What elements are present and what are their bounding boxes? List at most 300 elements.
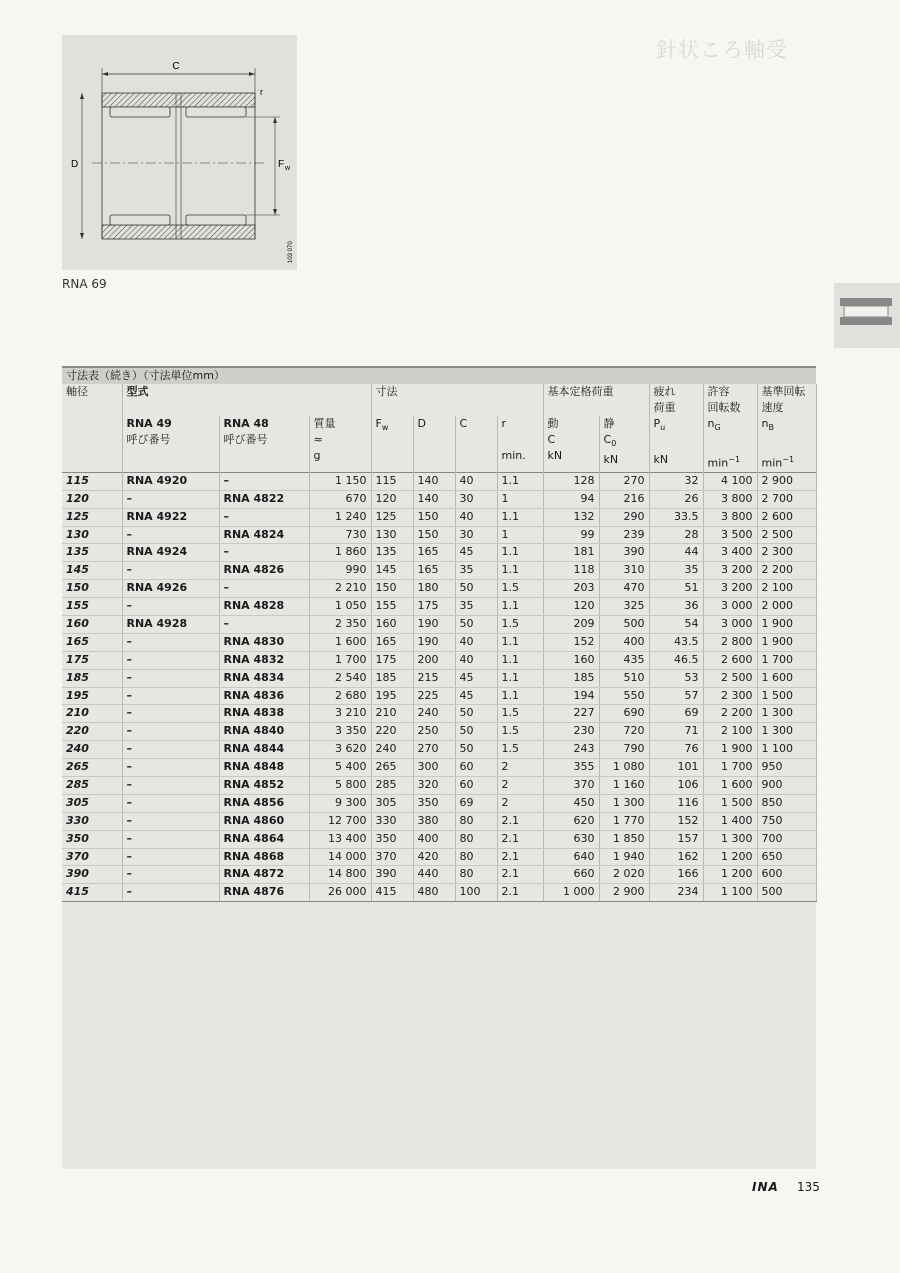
table-cell: 2 600 — [703, 651, 757, 669]
table-cell: 9 300 — [309, 794, 371, 812]
table-cell: 44 — [649, 544, 703, 562]
table-cell: 132 — [543, 508, 599, 526]
table-cell: 166 — [649, 866, 703, 884]
table-cell: 240 — [62, 741, 122, 759]
table-cell: 420 — [413, 848, 455, 866]
table-cell: – — [122, 759, 219, 777]
table-cell: RNA 4868 — [219, 848, 309, 866]
table-cell: 160 — [371, 615, 413, 633]
table-cell: 220 — [371, 723, 413, 741]
table-cell: 175 — [371, 651, 413, 669]
table-cell: – — [122, 723, 219, 741]
table-row — [62, 544, 816, 562]
table-cell: 2 — [497, 759, 543, 777]
table-cell: 2 700 — [757, 490, 816, 508]
table-cell: 135 — [371, 544, 413, 562]
table-cell: 3 200 — [703, 562, 757, 580]
table-cell: 1 160 — [599, 776, 649, 794]
table-cell: 1 900 — [757, 615, 816, 633]
header-dims: 寸法 — [371, 384, 543, 416]
table-cell: 1 500 — [757, 687, 816, 705]
table-cell: 2 680 — [309, 687, 371, 705]
header-fw: $F_w$ — [371, 416, 413, 472]
table-cell: 2 900 — [599, 884, 649, 902]
table-cell: 3 620 — [309, 741, 371, 759]
table-cell: 190 — [413, 633, 455, 651]
table-cell: 135 — [62, 544, 122, 562]
table-row — [62, 848, 816, 866]
table-cell: 194 — [543, 687, 599, 705]
table-cell: 500 — [757, 884, 816, 902]
table-cell: 2 000 — [757, 598, 816, 616]
table-cell: 160 — [543, 651, 599, 669]
table-cell: 3 400 — [703, 544, 757, 562]
table-cell: 1.5 — [497, 723, 543, 741]
table-cell: 305 — [371, 794, 413, 812]
table-row — [62, 526, 816, 544]
table-row — [62, 472, 816, 490]
table-cell: 157 — [649, 830, 703, 848]
table-row — [62, 776, 816, 794]
table-cell: 43.5 — [649, 633, 703, 651]
table-cell: RNA 4836 — [219, 687, 309, 705]
table-cell: RNA 4834 — [219, 669, 309, 687]
table-cell: 69 — [649, 705, 703, 723]
table-cell: 2 500 — [757, 526, 816, 544]
table-cell: 320 — [413, 776, 455, 794]
table-cell: RNA 4922 — [122, 508, 219, 526]
table-cell: 175 — [413, 598, 455, 616]
table-cell: – — [122, 866, 219, 884]
table-cell: 950 — [757, 759, 816, 777]
table-cell: 470 — [599, 580, 649, 598]
table-cell: 900 — [757, 776, 816, 794]
table-cell: 145 — [62, 562, 122, 580]
table-cell: 54 — [649, 615, 703, 633]
table-cell: 630 — [543, 830, 599, 848]
table-cell: 150 — [413, 526, 455, 544]
table-cell: RNA 4840 — [219, 723, 309, 741]
header-dynamic: 動 C kN — [543, 416, 599, 472]
table-row — [62, 741, 816, 759]
table-cell: 35 — [649, 562, 703, 580]
table-cell: 3 000 — [703, 598, 757, 616]
header-type: 型式 — [122, 384, 371, 416]
header-ref-speed: 基準回転 速度 — [757, 384, 816, 416]
table-cell: 234 — [649, 884, 703, 902]
table-cell: RNA 4848 — [219, 759, 309, 777]
table-cell: 550 — [599, 687, 649, 705]
table-cell: 2 100 — [757, 580, 816, 598]
table-cell: 40 — [455, 651, 497, 669]
table-cell: 1 150 — [309, 472, 371, 490]
table-cell: – — [122, 884, 219, 902]
table-cell: 440 — [413, 866, 455, 884]
table-cell: 1 — [497, 490, 543, 508]
table-cell: 165 — [413, 562, 455, 580]
table-cell: 94 — [543, 490, 599, 508]
page-title-faint: 針状ころ軸受 — [656, 38, 788, 62]
table-cell: 150 — [371, 580, 413, 598]
table-cell: 1.5 — [497, 741, 543, 759]
table-cell: RNA 4872 — [219, 866, 309, 884]
table-cell: 415 — [62, 884, 122, 902]
table-cell: 45 — [455, 544, 497, 562]
table-cell: 265 — [62, 759, 122, 777]
label-d: D — [71, 159, 79, 170]
table-cell: 165 — [413, 544, 455, 562]
table-cell: 355 — [543, 759, 599, 777]
table-body — [62, 472, 816, 901]
brand-logo: INA — [752, 1180, 779, 1194]
table-cell: 2 500 — [703, 669, 757, 687]
header-rna49: RNA 49 呼び番号 — [122, 416, 219, 472]
table-cell: – — [219, 472, 309, 490]
table-cell: 14 800 — [309, 866, 371, 884]
table-cell: 3 800 — [703, 508, 757, 526]
table-cell: 40 — [455, 508, 497, 526]
table-cell: – — [122, 794, 219, 812]
table-cell: 101 — [649, 759, 703, 777]
drawing-number: 103 070 — [288, 241, 294, 263]
table-cell: – — [122, 812, 219, 830]
table-cell: RNA 4856 — [219, 794, 309, 812]
table-cell: 32 — [649, 472, 703, 490]
table-header-row-2 — [62, 416, 816, 472]
table-cell: 1 000 — [543, 884, 599, 902]
table-cell: – — [122, 741, 219, 759]
table-cell: 30 — [455, 490, 497, 508]
table-cell: 270 — [599, 472, 649, 490]
table-cell: RNA 4824 — [219, 526, 309, 544]
table-row — [62, 598, 816, 616]
table-cell: 1.5 — [497, 705, 543, 723]
table-cell: 150 — [62, 580, 122, 598]
table-cell: 1 850 — [599, 830, 649, 848]
table-cell: 1 940 — [599, 848, 649, 866]
table-cell: 80 — [455, 866, 497, 884]
table-cell: 2 350 — [309, 615, 371, 633]
table-cell: 325 — [599, 598, 649, 616]
table-cell: 1 770 — [599, 812, 649, 830]
table-cell: 140 — [413, 472, 455, 490]
table-cell: 1.1 — [497, 472, 543, 490]
table-cell: RNA 4924 — [122, 544, 219, 562]
table-cell: 1 240 — [309, 508, 371, 526]
label-r: r — [260, 87, 263, 97]
table-cell: 100 — [455, 884, 497, 902]
table-cell: 450 — [543, 794, 599, 812]
table-cell: 390 — [371, 866, 413, 884]
table-cell: 3 800 — [703, 490, 757, 508]
table-cell: 2 300 — [703, 687, 757, 705]
table-cell: 850 — [757, 794, 816, 812]
table-cell: 650 — [757, 848, 816, 866]
drawing-caption: RNA 69 — [62, 277, 107, 291]
header-rna48: RNA 48 呼び番号 — [219, 416, 309, 472]
table-cell: 225 — [413, 687, 455, 705]
table-cell: 50 — [455, 705, 497, 723]
table-cell: 1 600 — [309, 633, 371, 651]
table-cell: 730 — [309, 526, 371, 544]
table-cell: 5 800 — [309, 776, 371, 794]
table-cell: 185 — [62, 669, 122, 687]
table-row — [62, 723, 816, 741]
table-cell: – — [122, 633, 219, 651]
table-cell: 2.1 — [497, 884, 543, 902]
table-cell: 203 — [543, 580, 599, 598]
table-cell: 115 — [62, 472, 122, 490]
table-cell: 118 — [543, 562, 599, 580]
table-cell: 400 — [599, 633, 649, 651]
table-cell: 50 — [455, 741, 497, 759]
table-cell: 35 — [455, 598, 497, 616]
table-cell: 175 — [62, 651, 122, 669]
table-cell: 620 — [543, 812, 599, 830]
header-mass: 質量 ≈ g — [309, 416, 371, 472]
table-cell: 240 — [371, 741, 413, 759]
table-cell: 600 — [757, 866, 816, 884]
table-cell: 700 — [757, 830, 816, 848]
table-cell: 2.1 — [497, 812, 543, 830]
table-cell: 1 100 — [757, 741, 816, 759]
table-cell: 1.1 — [497, 598, 543, 616]
table-cell: 480 — [413, 884, 455, 902]
table-cell: 380 — [413, 812, 455, 830]
table-cell: 50 — [455, 580, 497, 598]
table-cell: 2.1 — [497, 848, 543, 866]
table-cell: 230 — [543, 723, 599, 741]
table-cell: 400 — [413, 830, 455, 848]
table-cell: 1.1 — [497, 687, 543, 705]
table-cell: 215 — [413, 669, 455, 687]
table-cell: 1 — [497, 526, 543, 544]
table-cell: 120 — [371, 490, 413, 508]
table-cell: – — [122, 776, 219, 794]
table-cell: 26 000 — [309, 884, 371, 902]
table-cell: 210 — [371, 705, 413, 723]
table-cell: 750 — [757, 812, 816, 830]
dimension-table — [62, 384, 817, 902]
table-cell: 1 700 — [703, 759, 757, 777]
table-cell: 1 080 — [599, 759, 649, 777]
table-cell: 71 — [649, 723, 703, 741]
table-cell: 2 600 — [757, 508, 816, 526]
table-header-row-1 — [62, 384, 816, 416]
table-cell: 40 — [455, 633, 497, 651]
table-row — [62, 651, 816, 669]
table-row — [62, 562, 816, 580]
table-cell: – — [122, 669, 219, 687]
table-row — [62, 669, 816, 687]
table-cell: 125 — [371, 508, 413, 526]
table-cell: 120 — [543, 598, 599, 616]
table-cell: 3 000 — [703, 615, 757, 633]
table-cell: – — [122, 562, 219, 580]
table-cell: 80 — [455, 830, 497, 848]
table-cell: 510 — [599, 669, 649, 687]
table-cell: 76 — [649, 741, 703, 759]
table-cell: – — [122, 490, 219, 508]
table-cell: RNA 4920 — [122, 472, 219, 490]
table-row — [62, 508, 816, 526]
table-cell: 2 — [497, 794, 543, 812]
table-cell: 265 — [371, 759, 413, 777]
table-cell: RNA 4860 — [219, 812, 309, 830]
table-cell: – — [219, 508, 309, 526]
table-cell: 53 — [649, 669, 703, 687]
table-cell: 1.1 — [497, 669, 543, 687]
table-cell: 1 400 — [703, 812, 757, 830]
header-d: D — [413, 416, 455, 472]
table-cell: 216 — [599, 490, 649, 508]
table-cell: 1 600 — [757, 669, 816, 687]
table-cell: 370 — [62, 848, 122, 866]
table-cell: 2 200 — [703, 705, 757, 723]
table-cell: 115 — [371, 472, 413, 490]
table-cell: 185 — [371, 669, 413, 687]
table-cell: RNA 4830 — [219, 633, 309, 651]
table-cell: 250 — [413, 723, 455, 741]
table-cell: 50 — [455, 615, 497, 633]
table-cell: 1 300 — [599, 794, 649, 812]
table-cell: 99 — [543, 526, 599, 544]
table-cell: 1.1 — [497, 633, 543, 651]
table-cell: 2.1 — [497, 830, 543, 848]
table-cell: 285 — [371, 776, 413, 794]
table-cell: 60 — [455, 759, 497, 777]
bearing-cross-section-drawing — [62, 35, 297, 270]
table-cell: 165 — [371, 633, 413, 651]
table-cell: 660 — [543, 866, 599, 884]
table-cell: 310 — [599, 562, 649, 580]
table-row — [62, 794, 816, 812]
table-cell: 12 700 — [309, 812, 371, 830]
table-row — [62, 705, 816, 723]
table-cell: 305 — [62, 794, 122, 812]
table-row — [62, 687, 816, 705]
table-cell: 1 500 — [703, 794, 757, 812]
table-cell: 125 — [62, 508, 122, 526]
table-cell: – — [122, 705, 219, 723]
table-cell: 290 — [599, 508, 649, 526]
table-cell: RNA 4926 — [122, 580, 219, 598]
table-cell: 1 900 — [757, 633, 816, 651]
table-cell: 1 200 — [703, 866, 757, 884]
table-cell: 435 — [599, 651, 649, 669]
table-cell: 227 — [543, 705, 599, 723]
table-cell: RNA 4928 — [122, 615, 219, 633]
table-cell: 69 — [455, 794, 497, 812]
bearing-thumbnail-icon — [834, 283, 900, 348]
table-cell: RNA 4844 — [219, 741, 309, 759]
table-cell: 330 — [62, 812, 122, 830]
table-cell: 28 — [649, 526, 703, 544]
table-cell: 3 500 — [703, 526, 757, 544]
table-cell: 1.5 — [497, 615, 543, 633]
label-fw: F — [278, 159, 285, 170]
table-cell: – — [122, 848, 219, 866]
table-cell: 350 — [62, 830, 122, 848]
table-cell: RNA 4832 — [219, 651, 309, 669]
header-load: 基本定格荷重 — [543, 384, 649, 416]
table-cell: 2 200 — [757, 562, 816, 580]
table-cell: 1 300 — [757, 723, 816, 741]
table-row — [62, 866, 816, 884]
header-shaft: 軸径 — [62, 384, 122, 416]
table-cell: 1.1 — [497, 508, 543, 526]
table-cell: RNA 4876 — [219, 884, 309, 902]
table-cell: 46.5 — [649, 651, 703, 669]
table-cell: 120 — [62, 490, 122, 508]
table-row — [62, 490, 816, 508]
table-cell: 1.1 — [497, 562, 543, 580]
table-cell: 116 — [649, 794, 703, 812]
table-cell: – — [219, 615, 309, 633]
table-row — [62, 580, 816, 598]
table-cell: 195 — [62, 687, 122, 705]
table-cell: 40 — [455, 472, 497, 490]
table-cell: 3 350 — [309, 723, 371, 741]
table-cell: RNA 4838 — [219, 705, 309, 723]
table-cell: 1 600 — [703, 776, 757, 794]
header-pu: $P_u$ kN — [649, 416, 703, 472]
table-cell: – — [219, 544, 309, 562]
table-cell: 1.1 — [497, 651, 543, 669]
table-row — [62, 812, 816, 830]
table-cell: 185 — [543, 669, 599, 687]
table-cell: 1 300 — [703, 830, 757, 848]
table-cell: 2 100 — [703, 723, 757, 741]
table-cell: 350 — [413, 794, 455, 812]
table-cell: RNA 4828 — [219, 598, 309, 616]
table-cell: 270 — [413, 741, 455, 759]
table-cell: 2 300 — [757, 544, 816, 562]
table-cell: 209 — [543, 615, 599, 633]
table-cell: RNA 4852 — [219, 776, 309, 794]
table-cell: 415 — [371, 884, 413, 902]
table-cell: 45 — [455, 669, 497, 687]
table-cell: 220 — [62, 723, 122, 741]
table-cell: 350 — [371, 830, 413, 848]
table-cell: 162 — [649, 848, 703, 866]
table-cell: 670 — [309, 490, 371, 508]
table-cell: 13 400 — [309, 830, 371, 848]
table-cell: 181 — [543, 544, 599, 562]
table-cell: 128 — [543, 472, 599, 490]
table-cell: 45 — [455, 687, 497, 705]
table-cell: – — [122, 651, 219, 669]
table-cell: – — [122, 687, 219, 705]
table-cell: 1 900 — [703, 741, 757, 759]
table-cell: 36 — [649, 598, 703, 616]
table-row — [62, 830, 816, 848]
table-cell: 50 — [455, 723, 497, 741]
table-cell: 240 — [413, 705, 455, 723]
table-cell: 640 — [543, 848, 599, 866]
table-cell: RNA 4864 — [219, 830, 309, 848]
header-static: 静 $C_0$ kN — [599, 416, 649, 472]
table-cell: 33.5 — [649, 508, 703, 526]
table-cell: 1.1 — [497, 544, 543, 562]
table-cell: 790 — [599, 741, 649, 759]
page-number: 135 — [797, 1180, 820, 1194]
table-cell: 165 — [62, 633, 122, 651]
table-row — [62, 633, 816, 651]
table-cell: 5 400 — [309, 759, 371, 777]
table-cell: 155 — [62, 598, 122, 616]
table-cell: 500 — [599, 615, 649, 633]
